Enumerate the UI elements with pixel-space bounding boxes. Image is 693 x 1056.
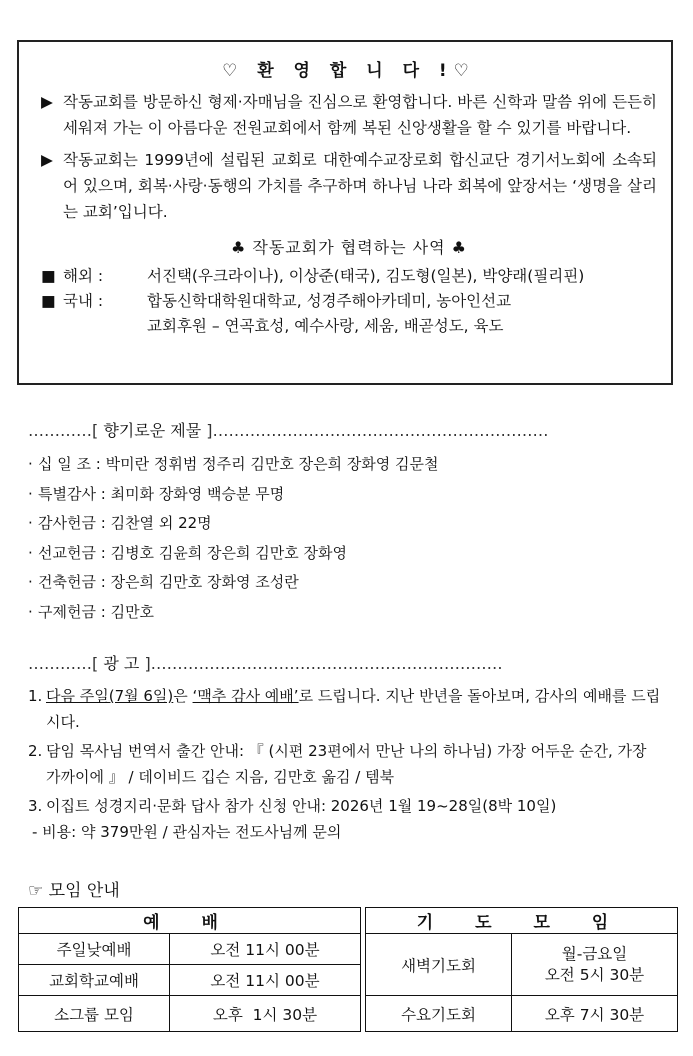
meetings-table (18, 907, 678, 1032)
ad-item-2: 2. 담임 목사님 번역서 출간 안내: 『 (시편 23편에서 만난 나의 하나님) 가장 어두운 순간, 가장 가까이에 』 / 데이비드 깁슨 지음, 김만호 옮김 / 템북 (28, 742, 647, 786)
square-bullet-icon: ■ (41, 267, 56, 285)
table-row-time: 오후 1시 30분 (170, 996, 361, 1032)
mission-domestic-line-1: 합동신학대학원대학교, 성경주해아카데미, 농아인선교 (147, 292, 512, 310)
list-item: · 특별감사 : 최미화 장화영 백승분 무명 (28, 484, 285, 503)
list-item: · 구제헌금 : 김만호 (28, 602, 155, 621)
ad-item-3: 3. 이집트 성경지리·문화 답사 참가 신청 안내: 2026년 1월 19~28일(8박 10일) - 비용: 약 379만원 / 관심자는 전도사님께 문의 (28, 793, 664, 845)
missions-title: ♣ 작동교회가 협력하는 사역 ♣ (230, 238, 468, 257)
table-row-name: 수요기도회 (366, 996, 512, 1032)
table-row-name: 새벽기도회 (366, 934, 512, 996)
mission-overseas-value: 서진택(우크라이나), 이상준(태국), 김도형(일본), 박양래(필리핀) (147, 267, 585, 285)
square-bullet-icon: ■ (41, 292, 56, 310)
mission-overseas (41, 264, 657, 289)
welcome-paragraph-2-text: 작동교회는 1999년에 설립된 교회로 대한예수교장로회 합신교단 경기서노회에 소속되어 있으며, 회복·사랑·동행의 가치를 추구하며 하나님 나라 회복에 앞장서는 ‘생명을 살리는 교회’입니다. (63, 151, 657, 221)
triangle-marker-icon: ▶ (41, 93, 53, 111)
welcome-box (17, 40, 673, 385)
mission-domestic (41, 289, 657, 339)
ads-header-title: 광 고 (103, 654, 140, 673)
welcome-paragraph-1 (41, 89, 657, 141)
table-row-time: 오후 7시 30분 (512, 996, 678, 1032)
prayer-header: 기 도 모 임 (366, 908, 678, 934)
mission-overseas-label: 해외 : (63, 267, 104, 285)
triangle-marker-icon: ▶ (41, 151, 53, 169)
welcome-title: ♡ 환 영 합 니 다 !♡ (222, 61, 476, 81)
ads-header: …………[ 광 고 ]………………………………………………………… (28, 654, 503, 673)
table-row-time: 오전 11시 00분 (170, 965, 361, 996)
list-item: · 감사헌금 : 김찬열 외 22명 (28, 514, 212, 532)
list-item: · 선교헌금 : 김병호 김윤희 장은희 김만호 장화영 (28, 543, 348, 562)
offerings-header: …………[ 향기로운 제물 ]……………………………………………………… (28, 421, 549, 440)
table-row-time: 월-금요일 오전 5시 30분 (512, 934, 678, 996)
ad-item-3-cost: - 비용: 약 379만원 / 관심자는 전도사님께 문의 (32, 823, 342, 841)
ads-list (28, 683, 664, 848)
welcome-paragraph-2 (41, 147, 657, 225)
welcome-paragraph-1-text: 작동교회를 방문하신 형제·자매님을 진심으로 환영합니다. 바른 신학과 말씀 위에 든든히 세워져 가는 이 아름다운 전원교회에서 함께 복된 신앙생활을 할 수 있기를 바랍니다. (63, 93, 657, 137)
list-item: · 건축헌금 : 장은희 김만호 장화영 조성란 (28, 573, 299, 591)
table-row-name: 교회학교예배 (19, 965, 170, 996)
ad-item-1: 1. 다음 주일(7월 6일)은 ‘맥추 감사 예배’로 드립니다. 지난 반년을 돌아보며, 감사의 예배를 드립시다. (28, 687, 661, 731)
table-row-time: 오전 11시 00분 (170, 934, 361, 965)
table-row-name: 소그룹 모임 (19, 996, 170, 1032)
mission-domestic-line-2: 교회후원 – 연곡효성, 예수사랑, 세움, 배곧성도, 육도 (147, 317, 504, 335)
list-item: · 십 일 조 : 박미란 정휘범 정주리 김만호 장은희 장화영 김문철 (28, 455, 439, 473)
meetings-title: ☞ 모임 안내 (28, 881, 120, 901)
table-row-name: 주일낮예배 (19, 934, 170, 965)
mission-domestic-label: 국내 : (63, 292, 104, 310)
offerings-header-title: 향기로운 제물 (103, 421, 202, 440)
worship-header: 예 배 (19, 908, 361, 934)
offerings-list (28, 450, 668, 627)
